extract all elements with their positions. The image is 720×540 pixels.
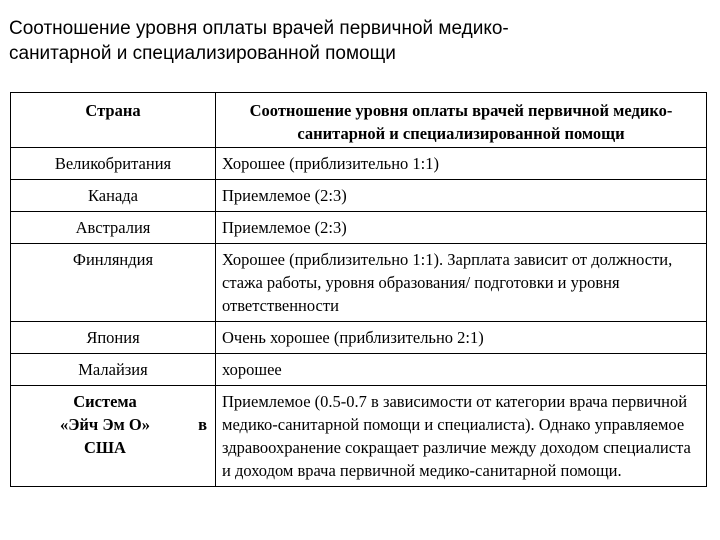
- page-title-line2: санитарной и специализированной помощи: [9, 43, 396, 64]
- header-country: Страна: [11, 93, 216, 148]
- country-cell: Финляндия: [11, 244, 216, 322]
- payment-ratio-table: [10, 92, 707, 487]
- ratio-cell: Хорошее (приблизительно 1:1): [216, 148, 707, 180]
- ratio-cell: Очень хорошее (приблизительно 2:1): [216, 322, 707, 354]
- ratio-cell: Хорошее (приблизительно 1:1). Зарплата зависит от должности, стажа работы, уровня образования/ подготовки и уровня ответственности: [216, 244, 707, 322]
- table-header-row: [11, 93, 707, 148]
- country-cell: Япония: [11, 322, 216, 354]
- country-cell: Малайзия: [11, 354, 216, 386]
- country-us-in: в: [198, 415, 207, 434]
- country-cell-us: [11, 386, 216, 487]
- ratio-cell: Приемлемое (2:3): [216, 180, 707, 212]
- table-row: [11, 244, 707, 322]
- ratio-cell: хорошее: [216, 354, 707, 386]
- country-us-line2: «Эйч Эм О»: [59, 415, 151, 434]
- table-row: [11, 386, 707, 487]
- table-row: [11, 212, 707, 244]
- country-cell: Канада: [11, 180, 216, 212]
- country-cell: Великобритания: [11, 148, 216, 180]
- country-us-line1: Система: [73, 392, 137, 411]
- country-cell: Австралия: [11, 212, 216, 244]
- table-row: [11, 148, 707, 180]
- ratio-cell: Приемлемое (2:3): [216, 212, 707, 244]
- country-us-line3: США: [84, 438, 126, 457]
- page-title-line1: Соотношение уровня оплаты врачей первичной медико-: [9, 18, 509, 39]
- table-row: [11, 354, 707, 386]
- ratio-cell: Приемлемое (0.5-0.7 в зависимости от категории врача первичной медико-санитарной помощи и специалиста). Однако управляемое здравоохранение сокращает различие между доходом специалиста и доходом врача первичной медико-санитарной помощи.: [216, 386, 707, 487]
- page-title: [9, 16, 709, 66]
- table-row: [11, 322, 707, 354]
- header-ratio: Соотношение уровня оплаты врачей первичной медико-санитарной и специализированной помощи: [216, 93, 707, 148]
- table-row: [11, 180, 707, 212]
